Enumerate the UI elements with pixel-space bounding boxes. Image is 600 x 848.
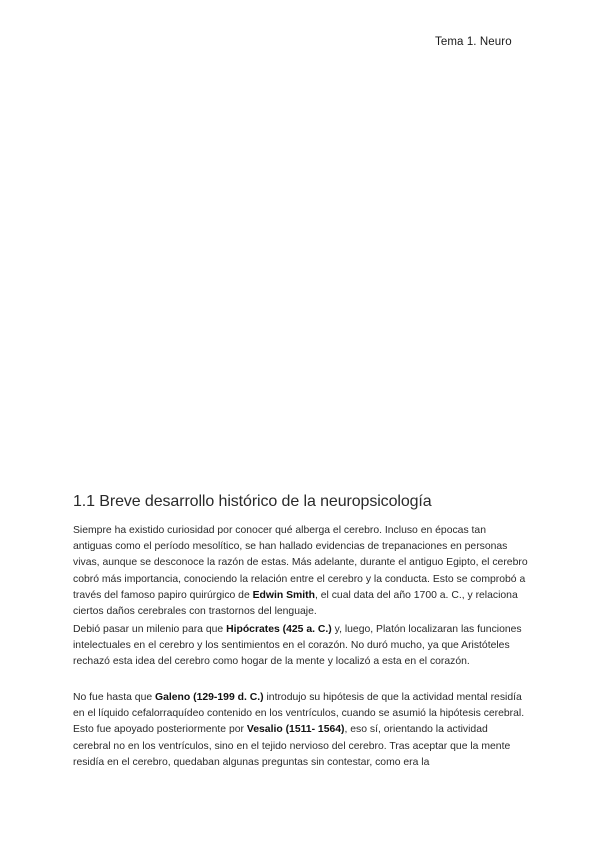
paragraph-1-text-2: , el cual data del año 1700 a. C., y relaciona ciertos daños cerebrales con trastornos del lenguaje.	[73, 589, 518, 618]
page-header: Tema 1. Neuro	[435, 36, 512, 48]
paragraph-3-text-3: , eso sí, orientando la actividad cerebral no en los ventrículos, sino en el tejido nervioso del cerebro. Tras aceptar que la mente residía en el cerebro, quedaban algunas preguntas sin contestar, como era la	[73, 724, 511, 768]
paragraph-2-text-1: Debió pasar un milenio para que	[73, 624, 227, 635]
section-title: 1.1 Breve desarrollo histórico de la neuropsicología	[73, 493, 432, 510]
paragraph-2-bold-hipocrates: Hipócrates (425 a. C.)	[226, 624, 332, 635]
paragraph-2	[73, 622, 528, 671]
paragraph-3-bold-vesalio: Vesalio (1511- 1564)	[246, 724, 345, 736]
paragraph-3	[73, 690, 528, 771]
paragraph-1-bold-edwin-smith: Edwin Smith	[252, 589, 315, 601]
paragraph-1-text-1: Siempre ha existido curiosidad por conocer qué alberga el cerebro. Incluso en épocas tan antiguas como el período mesolítico, se han hallado evidencias de trepanaciones en personas vivas, aunque se desconoce la razón de estas. Más adelante, durante el antiguo Egipto, el cerebro cobró más importancia, conociendo la relación entre el cerebro y la conducta. Esto se comprobó a través del famoso papiro quirúrgico de	[73, 525, 528, 601]
paragraph-3-bold-galeno: Galeno (129-199 d. C.)	[155, 692, 264, 703]
paragraph-3-text-1: No fue hasta que	[73, 692, 156, 703]
paragraph-2-text-2: y, luego, Platón localizaran las funciones intelectuales en el cerebro y los sentimientos en el corazón. No duró mucho, ya que Aristóteles rechazó esta idea del cerebro como hogar de la mente y localizó a esta en el corazón.	[73, 624, 522, 668]
paragraph-3-text-2: introdujo su hipótesis de que la actividad mental residía en el líquido cefalorraquídeo contenido en los ventrículos, cuando se asumió la hipótesis cerebral. Esto fue apoyado posteriormente por	[73, 692, 525, 736]
paragraph-1	[73, 523, 528, 620]
